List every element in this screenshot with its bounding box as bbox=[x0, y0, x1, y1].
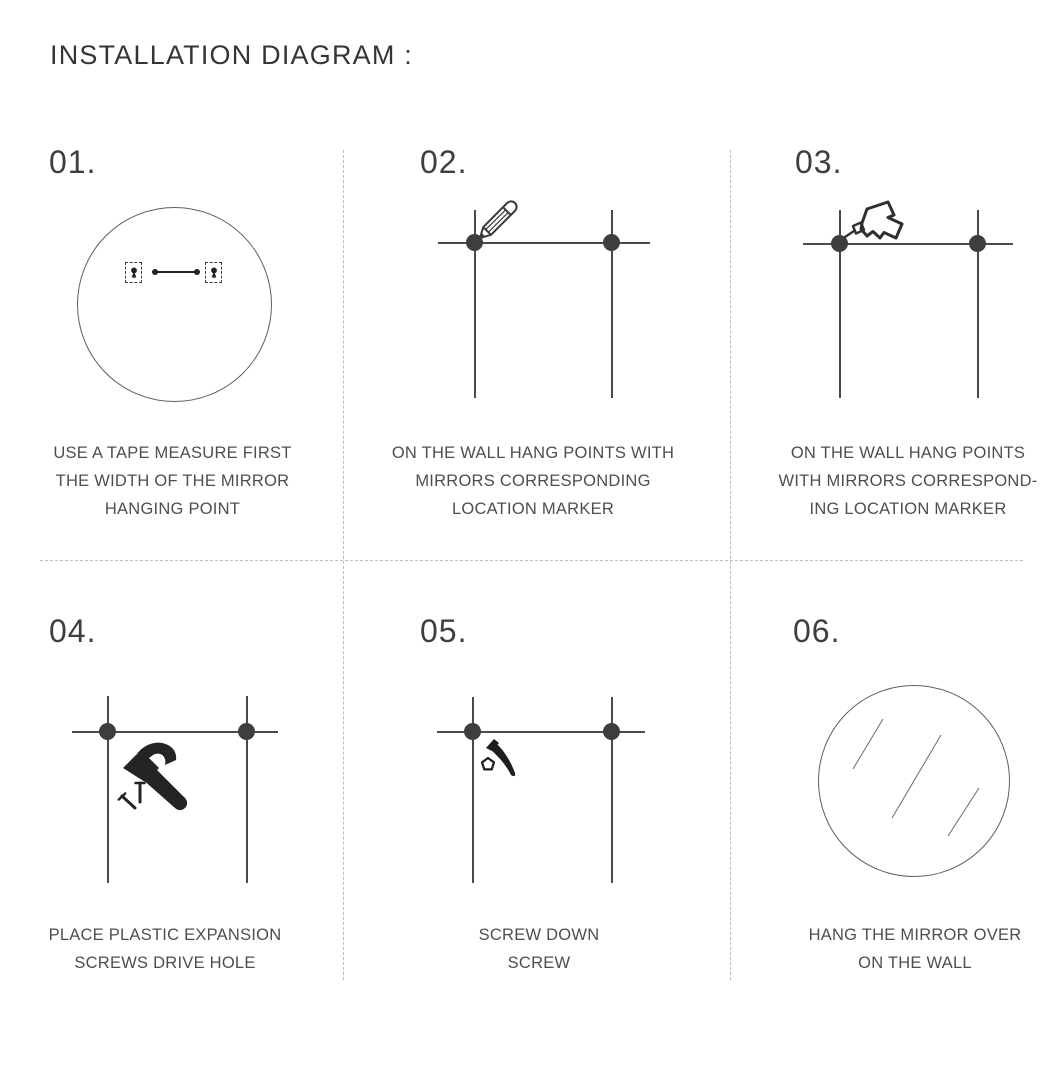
step-1-caption: USE A TAPE MEASURE FIRST THE WIDTH OF THE MIRROR HANGING POINT bbox=[53, 444, 292, 518]
divider-vertical-left bbox=[343, 150, 344, 980]
keyhole-bracket-left bbox=[125, 262, 142, 283]
step-5-number: 05. bbox=[420, 613, 468, 649]
measure-end-dot bbox=[194, 269, 200, 275]
step-2-number: 02. bbox=[420, 144, 468, 180]
hang-point-dot bbox=[603, 723, 620, 740]
keyhole-icon bbox=[130, 267, 138, 279]
divider-vertical-right bbox=[730, 150, 731, 980]
page-title: INSTALLATION DIAGRAM : bbox=[50, 40, 413, 70]
step-3-caption: ON THE WALL HANG POINTS WITH MIRRORS CORRESPOND- ING LOCATION MARKER bbox=[778, 444, 1038, 518]
step-6-number: 06. bbox=[793, 613, 841, 649]
hang-point-dot bbox=[603, 234, 620, 251]
screw-anchor-icon bbox=[479, 737, 525, 781]
mirror-back-circle bbox=[77, 207, 272, 402]
hang-point-dot bbox=[969, 235, 986, 252]
step-2-caption: ON THE WALL HANG POINTS WITH MIRRORS CORRESPONDING LOCATION MARKER bbox=[391, 444, 675, 518]
keyhole-bracket-right bbox=[205, 262, 222, 283]
mirror-shine-icon bbox=[818, 685, 1008, 875]
step-4-caption: PLACE PLASTIC EXPANSION SCREWS DRIVE HOLE bbox=[48, 926, 282, 972]
step-6-caption: HANG THE MIRROR OVER ON THE WALL bbox=[808, 926, 1022, 972]
hammer-nails-icon bbox=[113, 738, 191, 814]
keyhole-icon bbox=[210, 267, 218, 279]
measure-line bbox=[156, 271, 196, 273]
step-4-number: 04. bbox=[49, 613, 97, 649]
pencil-icon bbox=[472, 190, 524, 244]
divider-horizontal bbox=[40, 560, 1023, 561]
step-1-number: 01. bbox=[49, 144, 97, 180]
step-5-caption: SCREW DOWN SCREW bbox=[478, 926, 600, 972]
step-3-number: 03. bbox=[795, 144, 843, 180]
hang-point-dot bbox=[238, 723, 255, 740]
drill-icon bbox=[836, 198, 916, 254]
